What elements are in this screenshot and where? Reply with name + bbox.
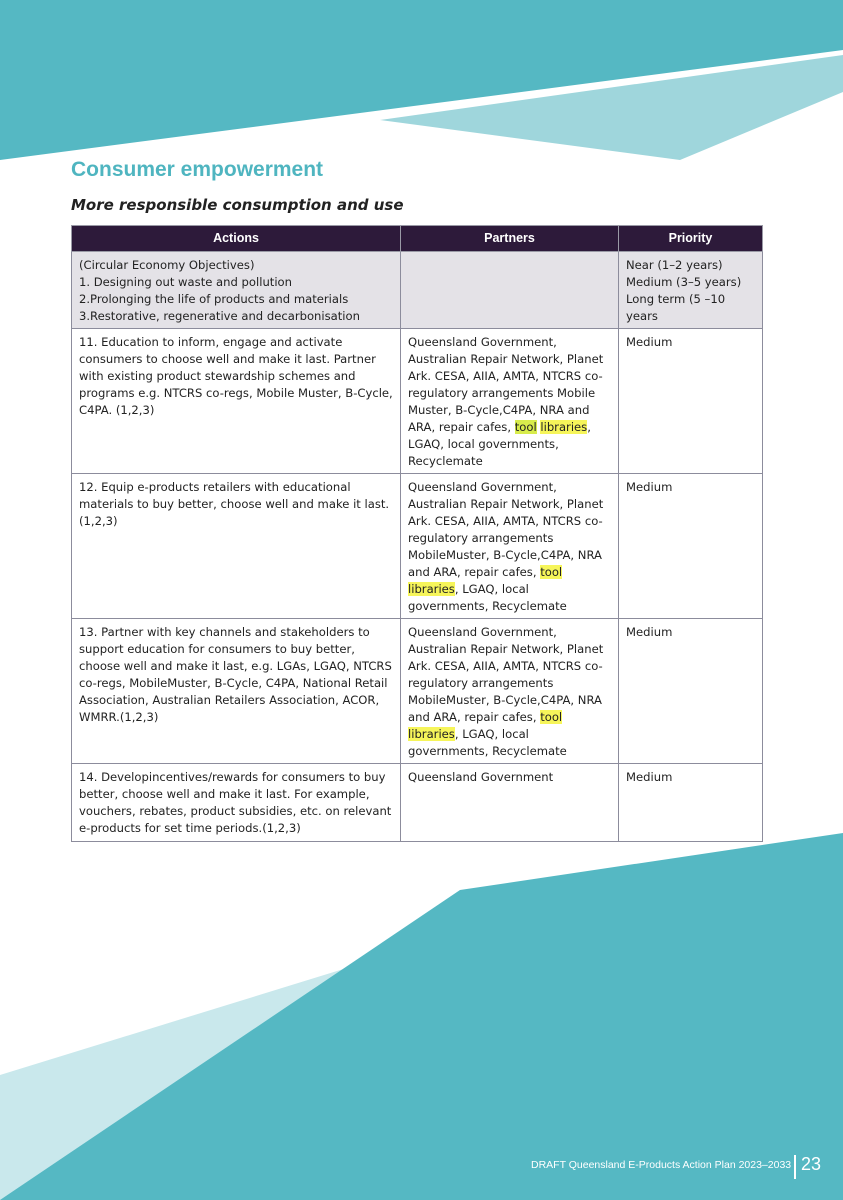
priority-cell: Medium <box>619 329 763 474</box>
action-cell: 12. Equip e-products retailers with educational materials to buy better, choose well and make it last. (1,2,3) <box>72 474 401 619</box>
partners-cell: Queensland Government <box>401 764 619 842</box>
partners-text-end: , LGAQ, local governments, Recyclemate <box>408 727 567 758</box>
partners-cell <box>401 619 619 764</box>
partners-cell <box>401 329 619 474</box>
partners-cell <box>401 474 619 619</box>
priority-legend-cell <box>619 252 763 329</box>
objective-2: 2.Prolonging the life of products and materials <box>79 292 349 306</box>
priority-cell: Medium <box>619 619 763 764</box>
highlight-libraries: libraries <box>408 582 455 596</box>
objectives-partners-cell <box>401 252 619 329</box>
bottom-banner-shapes <box>0 833 843 1200</box>
objective-1: 1. Designing out waste and pollution <box>79 275 293 289</box>
objective-3: 3.Restorative, regenerative and decarbonisation <box>79 309 360 323</box>
table-row <box>72 764 763 842</box>
header-partners: Partners <box>401 226 619 252</box>
page-title: Consumer empowerment <box>71 158 324 181</box>
priority-long-term: Long term (5 –10 years <box>626 292 726 323</box>
header-priority: Priority <box>619 226 763 252</box>
highlight-tool: tool <box>514 420 537 434</box>
action-cell: 13. Partner with key channels and stakeholders to support education for consumers to buy better, choose well and make it last, e.g. LGAs, LGAQ, NTCRS co-regs, MobileMuster, B-Cycle, C4PA, National Retail Association, Australian Retailers Association, ACOR, WMRR.(1,2,3) <box>72 619 401 764</box>
footer-divider <box>794 1155 796 1179</box>
partners-text-end: , LGAQ, local governments, Recyclemate <box>408 420 591 468</box>
page-subtitle: More responsible consumption and use <box>71 196 404 214</box>
highlight-libraries: libraries <box>408 727 455 741</box>
partners-text: Queensland Government, Australian Repair Network, Planet Ark. CESA, AIIA, AMTA, NTCRS co-regulatory arrangements MobileMuster, B-Cycle,C4PA, NRA and ARA, repair cafes, <box>408 480 604 579</box>
priority-near: Near (1–2 years) <box>626 258 723 272</box>
priority-cell: Medium <box>619 474 763 619</box>
table-row <box>72 619 763 764</box>
table-row <box>72 474 763 619</box>
top-banner-shapes <box>0 0 843 160</box>
partners-text: Queensland Government, Australian Repair Network, Planet Ark. CESA, AIIA, AMTA, NTCRS co-regulatory arrangements MobileMuster, B-Cycle,C4PA, NRA and ARA, repair cafes, <box>408 625 604 724</box>
table-header-row <box>72 226 763 252</box>
partners-text: Queensland Government, Australian Repair Network, Planet Ark. CESA, AIIA, AMTA, NTCRS co-regulatory arrangements Mobile Muster, B-Cycle,C4PA, NRA and ARA, repair cafes, <box>408 335 604 434</box>
objectives-row <box>72 252 763 329</box>
partners-text-end: , LGAQ, local governments, Recyclemate <box>408 582 567 613</box>
header-actions: Actions <box>72 226 401 252</box>
highlight-tool: tool <box>540 710 563 724</box>
actions-table <box>71 225 763 842</box>
footer-document-title: DRAFT Queensland E-Products Action Plan 2023–2033 <box>531 1159 792 1171</box>
action-cell: 11. Education to inform, engage and activate consumers to choose well and make it last. Partner with existing product stewardship schemes and programs e.g. NTCRS co-regs, Mobile Muster, B-Cycle, C4PA. (1,2,3) <box>72 329 401 474</box>
bottom-teal-shape <box>0 833 843 1200</box>
priority-medium: Medium (3–5 years) <box>626 275 742 289</box>
objectives-heading: (Circular Economy Objectives) <box>79 258 255 272</box>
page-number: 23 <box>801 1154 822 1174</box>
objectives-cell <box>72 252 401 329</box>
highlight-tool: tool <box>540 565 563 579</box>
priority-cell: Medium <box>619 764 763 842</box>
action-cell: 14. Developincentives/rewards for consumers to buy better, choose well and make it last. For example, vouchers, rebates, product subsidies, etc. on relevant e-products for set time periods.(1,2,3) <box>72 764 401 842</box>
table-row <box>72 329 763 474</box>
highlight-libraries: libraries <box>540 420 588 434</box>
